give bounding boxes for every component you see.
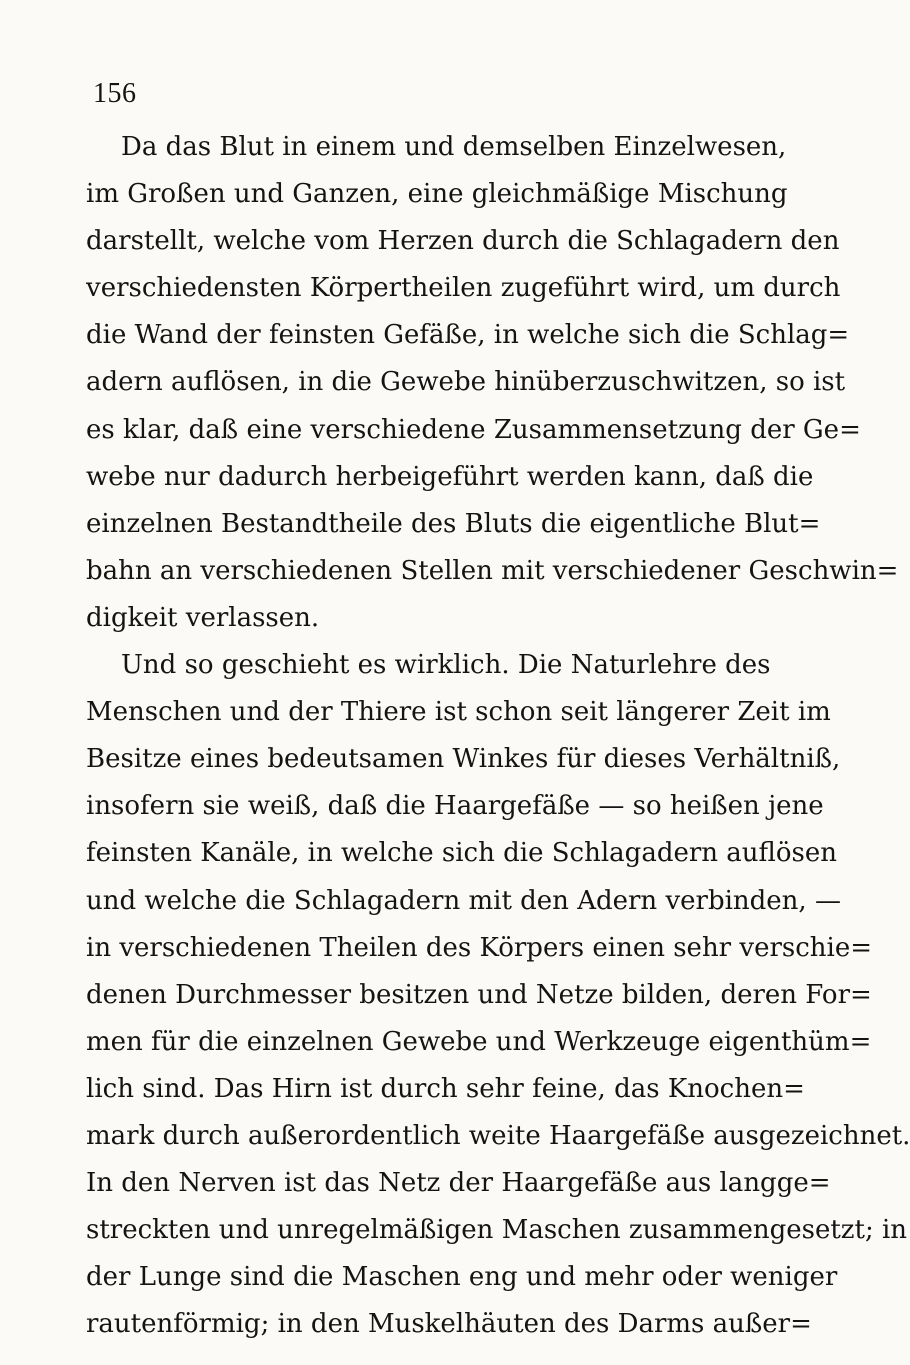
text-line: der Lunge sind die Maschen eng und mehr oder weniger: [86, 1262, 838, 1293]
text-line: die Wand der feinsten Gefäße, in welche sich die Schlag=: [86, 320, 850, 351]
text-line: In den Nerven ist das Netz der Haargefäße aus langge=: [86, 1168, 831, 1199]
text-line: Da das Blut in einem und demselben Einzelwesen,: [121, 132, 787, 162]
text-line: und welche die Schlagadern mit den Adern verbinden, —: [86, 885, 841, 916]
text-line: verschiedensten Körpertheilen zugeführt wird, um durch: [86, 273, 841, 304]
text-line: lich sind. Das Hirn ist durch sehr feine, das Knochen=: [86, 1073, 805, 1104]
text-line: mark durch außerordentlich weite Haargefäße ausgezeichnet.: [86, 1120, 910, 1151]
text-line: Und so geschieht es wirklich. Die Naturlehre des: [121, 650, 771, 681]
text-line: Menschen und der Thiere ist schon seit längerer Zeit im: [86, 697, 831, 728]
text-line: feinsten Kanäle, in welche sich die Schlagadern auflösen: [86, 838, 838, 869]
text-line: digkeit verlassen.: [86, 602, 320, 633]
text-line: insofern sie weiß, daß die Haargefäße — so heißen jene: [86, 791, 824, 822]
text-line: rautenförmig; in den Muskelhäuten des Darms außer=: [86, 1309, 812, 1340]
text-line: adern auflösen, in die Gewebe hinüberzuschwitzen, so ist: [86, 367, 846, 398]
text-line: bahn an verschiedenen Stellen mit verschiedener Geschwin=: [86, 555, 899, 586]
text-line: streckten und unregelmäßigen Maschen zusammengesetzt; in: [86, 1215, 908, 1246]
text-line: im Großen und Ganzen, eine gleichmäßige Mischung: [86, 179, 788, 210]
text-line: webe nur dadurch herbeigeführt werden kann, daß die: [86, 461, 814, 492]
text-line: in verschiedenen Theilen des Körpers einen sehr verschie=: [86, 932, 873, 963]
text-line: darstellt, welche vom Herzen durch die Schlagadern den: [86, 226, 840, 257]
text-line: es klar, daß eine verschiedene Zusammensetzung der Ge=: [86, 414, 861, 445]
text-line: einzelnen Bestandtheile des Bluts die eigentliche Blut=: [86, 508, 821, 539]
text-line: Besitze eines bedeutsamen Winkes für dieses Verhältniß,: [86, 744, 841, 775]
text-line: denen Durchmesser besitzen und Netze bilden, deren For=: [86, 979, 872, 1010]
page-number: 156: [93, 78, 137, 109]
body-text: [86, 124, 910, 1348]
text-line: men für die einzelnen Gewebe und Werkzeuge eigenthüm=: [86, 1026, 872, 1057]
